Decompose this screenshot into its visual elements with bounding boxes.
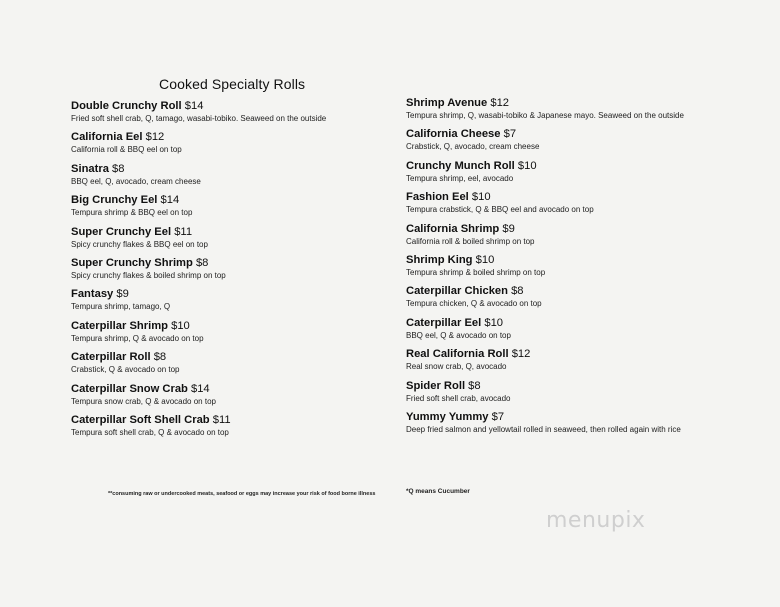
menu-item (71, 193, 391, 224)
menu-item-price: $12 (145, 131, 165, 144)
menu-item-description: Tempura shrimp, tamago, Q (71, 302, 171, 312)
menu-item-description: Fried soft shell crab, avocado (406, 393, 511, 403)
menu-item-name: California Shrimp (406, 222, 500, 235)
menu-item-name: Caterpillar Soft Shell Crab (71, 413, 210, 426)
menu-item (406, 316, 736, 347)
menu-item-name: Caterpillar Shrimp (71, 319, 168, 332)
menu-item-description: Tempura soft shell crab, Q & avocado on top (71, 427, 229, 437)
menu-item-description: Tempura snow crab, Q & avocado on top (71, 396, 216, 406)
menu-item-price: $9 (116, 288, 129, 301)
menu-item-heading (406, 253, 736, 267)
menu-item-name: Caterpillar Eel (406, 316, 482, 329)
menu-item (71, 287, 391, 318)
menu-item-price: $10 (475, 253, 495, 266)
menu-item-heading (406, 410, 736, 424)
menu-item-heading (71, 99, 391, 113)
menu-item-price: $14 (160, 194, 180, 207)
menu-item (71, 162, 391, 193)
menupix-watermark: menupix (546, 508, 646, 533)
menu-item-price: $8 (511, 285, 524, 298)
menu-item-heading (71, 193, 391, 207)
menu-item-name: California Eel (71, 131, 143, 144)
menu-item-heading (406, 190, 736, 204)
menu-item-name: Caterpillar Snow Crab (71, 382, 188, 395)
menu-item (71, 256, 391, 287)
menu-item-description: Crabstick, Q & avocado on top (71, 365, 180, 375)
menu-item-name: Crunchy Munch Roll (406, 159, 515, 172)
menu-item-description: Spicy crunchy flakes & boiled shrimp on top (71, 270, 226, 280)
menu-item-name: Shrimp Avenue (406, 97, 488, 109)
menu-item-description: Fried soft shell crab, Q, tamago, wasabi-tobiko. Seaweed on the outside (71, 114, 327, 123)
menu-item-heading (406, 316, 736, 330)
menu-item (406, 284, 736, 315)
menu-item-heading (406, 222, 736, 236)
menu-item-name: Sinatra (71, 162, 109, 175)
menu-item (71, 225, 391, 256)
menu-item-name: Super Crunchy Shrimp (71, 256, 193, 269)
menu-item-price: $12 (490, 97, 510, 109)
menu-item-name: Big Crunchy Eel (71, 194, 158, 207)
raw-food-warning: **consuming raw or undercooked meats, seafood or eggs may increase your risk of food borne illness (108, 491, 376, 497)
menu-item-price: $8 (112, 162, 125, 175)
menu-item (406, 347, 736, 378)
menu-item-description: Spicy crunchy flakes & BBQ eel on top (71, 239, 208, 249)
cucumber-note: *Q means Cucumber (406, 488, 470, 495)
menu-item-description: Tempura shrimp & BBQ eel on top (71, 208, 193, 218)
menu-item-price: $7 (491, 410, 505, 423)
menu-item-heading (71, 413, 391, 427)
menu-item-name: Caterpillar Roll (71, 351, 151, 364)
menu-item-name: Real California Roll (406, 348, 509, 361)
menu-item-heading (71, 162, 391, 176)
menu-item-heading (71, 319, 391, 333)
menu-item-description: Crabstick, Q, avocado, cream cheese (406, 142, 540, 152)
menu-item-description: Tempura shrimp, Q, wasabi-tobiko & Japanese mayo. Seaweed on the outside (406, 111, 684, 120)
menu-item (71, 413, 391, 444)
menu-item-price: $10 (171, 319, 190, 332)
menu-item-price: $8 (195, 256, 209, 269)
menu-item-name: Fashion Eel (406, 191, 469, 204)
menu-item-price: $14 (190, 382, 210, 395)
menu-item-name: Super Crunchy Eel (71, 225, 172, 238)
menu-item (71, 130, 391, 161)
menu-item-price: $14 (184, 100, 204, 112)
menu-item-heading (71, 130, 391, 144)
menu-item (406, 379, 736, 410)
menu-item-description: BBQ eel, Q, avocado, cream cheese (71, 176, 201, 186)
menu-item-price: $9 (502, 222, 515, 235)
menu-item-description: Deep fried salmon and yellowtail rolled in seaweed, then rolled again with rice (406, 424, 681, 434)
menu-item-name: Shrimp King (406, 253, 473, 266)
menu-item-heading (71, 256, 391, 270)
menu-item-price: $8 (468, 379, 481, 392)
menu-item (71, 382, 391, 413)
menu-item-description: BBQ eel, Q & avocado on top (406, 330, 511, 340)
menu-item-heading (71, 287, 391, 301)
menu-item (406, 253, 736, 284)
menu-item (71, 350, 391, 381)
menu-title: Cooked Specialty Rolls (159, 76, 306, 92)
menu-item-heading (406, 159, 736, 173)
menu-item (406, 159, 736, 190)
menu-item-name: Yummy Yummy (406, 410, 489, 423)
menu-column-right (406, 96, 736, 441)
menu-item-name: Caterpillar Chicken (406, 285, 508, 298)
menu-item (406, 190, 736, 221)
menu-item-name: Double Crunchy Roll (71, 100, 182, 112)
menu-item-name: Spider Roll (406, 379, 466, 392)
menu-item (406, 127, 736, 158)
menu-item-description: Tempura chicken, Q & avocado on top (406, 299, 542, 309)
menu-item-heading (406, 127, 736, 141)
menu-item-price: $7 (503, 128, 517, 141)
menu-item (406, 410, 736, 441)
menu-column-left (71, 99, 391, 444)
menu-item-description: Tempura shrimp, eel, avocado (406, 173, 514, 183)
menu-item (71, 99, 391, 130)
menu-item-price: $10 (517, 159, 537, 172)
menu-item-heading (71, 225, 391, 239)
menu-item-price: $8 (153, 351, 167, 364)
menu-item-description: Tempura crabstick, Q & BBQ eel and avocado on top (406, 205, 594, 215)
menu-item-name: California Cheese (406, 128, 501, 141)
menu-item-heading (71, 350, 391, 364)
menu-item-name: Fantasy (71, 288, 114, 301)
menu-item-description: Tempura shrimp & boiled shrimp on top (406, 267, 546, 277)
menu-item-price: $10 (484, 316, 504, 329)
menu-item-price: $10 (471, 191, 491, 204)
menu-item (406, 222, 736, 253)
menu-item-heading (406, 96, 736, 110)
menu-item-heading (406, 379, 736, 393)
menu-item (71, 319, 391, 350)
menu-item-heading (406, 284, 736, 298)
menu-item-description: Tempura shrimp, Q & avocado on top (71, 333, 204, 343)
menu-item-price: $12 (511, 348, 531, 361)
menu-item-description: Real snow crab, Q, avocado (406, 362, 507, 372)
menu-item-description: California roll & boiled shrimp on top (406, 236, 535, 246)
menu-item-description: California roll & BBQ eel on top (71, 145, 182, 155)
menu-item-heading (406, 347, 736, 361)
menu-item-heading (71, 382, 391, 396)
menu-item (406, 96, 736, 127)
menu-item-price: $11 (174, 225, 193, 238)
menu-item-price: $11 (212, 413, 231, 426)
